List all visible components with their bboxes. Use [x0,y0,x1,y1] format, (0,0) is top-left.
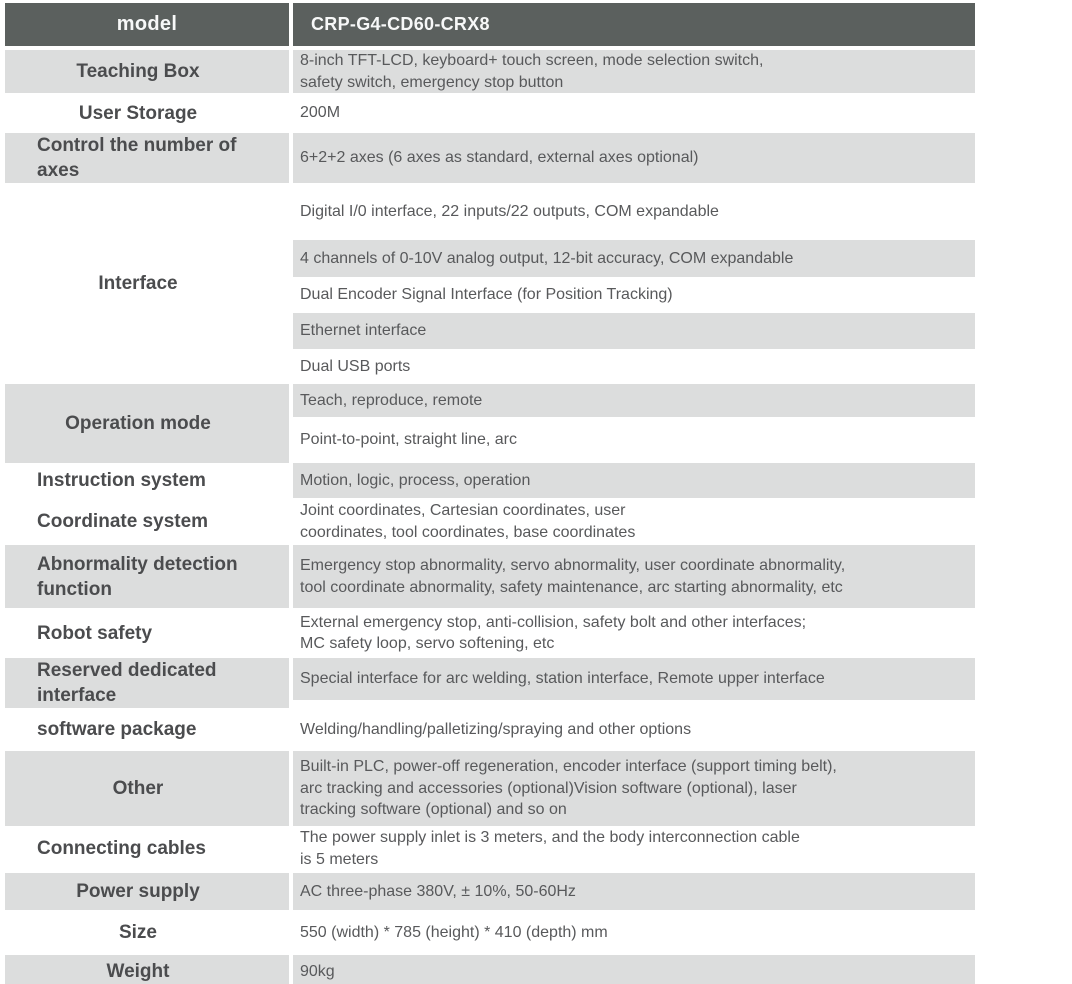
spec-value-row [293,608,975,658]
spec-value-line: Special interface for arc welding, station interface, Remote upper interface [300,670,825,688]
spec-value-row [293,658,975,700]
spec-value-line: safety switch, emergency stop button [300,73,564,91]
row-values [293,463,975,498]
row-label [5,751,289,826]
row-values [293,93,975,133]
spec-value-line: Dual USB ports [300,357,411,375]
spec-value-line: 550 (width) * 785 (height) * 410 (depth) mm [300,923,608,941]
row-values [293,955,975,984]
row-label-line: Control the number of [37,135,237,156]
spec-value-line: Dual Encoder Signal Interface (for Position Tracking) [300,286,673,304]
spec-value-line: Emergency stop abnormality, servo abnormality, user coordinate abnormality, [300,557,846,574]
row-values [293,545,975,608]
spec-value-line: tool coordinate abnormality, safety maintenance, arc starting abnormality, etc [300,578,843,596]
row-label-line: Robot safety [37,622,153,644]
row-label-line: Size [118,922,158,943]
spec-section [5,183,975,384]
spec-value-line: MC safety loop, servo softening, etc [300,635,555,652]
spec-value-row [293,910,975,955]
row-label [5,545,289,608]
row-label-line: Connecting cables [37,838,206,859]
spec-value-row [293,240,975,277]
row-label-line: Power supply [76,881,200,902]
row-label [5,498,289,545]
spec-value-row [293,313,975,349]
row-label-line: Instruction system [37,470,206,491]
row-label [5,910,289,955]
spec-section [5,133,975,183]
row-label-line: Operation mode [65,413,211,434]
spec-value-row [293,826,975,871]
header-model-label: model [116,13,178,35]
spec-value-line: The power supply inlet is 3 meters, and the body interconnection cable [300,829,800,846]
spec-value-row [293,463,975,498]
spec-value-line: External emergency stop, anti-collision, safety bolt and other interfaces; [300,613,807,631]
spec-section [5,751,975,826]
spec-value-line: 200M [300,104,341,122]
spec-table [5,3,975,984]
spec-value-line: 90kg [300,962,335,980]
table-header-row [5,3,975,46]
row-values [293,658,975,708]
row-label [5,50,289,93]
spec-value-line: Ethernet interface [300,322,427,340]
row-label-line: software package [37,719,197,740]
spec-value-line: coordinates, tool coordinates, base coordinates [300,523,636,541]
row-label [5,955,289,984]
spec-value-line: AC three-phase 380V, ± 10%, 50-60Hz [300,882,576,900]
spec-value-row [293,277,975,313]
spec-value-row [293,183,975,240]
spec-value-line: Digital I/0 interface, 22 inputs/22 outputs, COM expandable [300,202,719,220]
row-label-line: Interface [98,273,178,294]
spec-section [5,708,975,751]
spec-section [5,910,975,955]
row-label-line: Teaching Box [76,61,200,82]
spec-value-line: Built-in PLC, power-off regeneration, encoder interface (support timing belt), [300,758,837,776]
row-label [5,463,289,498]
row-values [293,498,975,545]
row-label-line: Reserved dedicated [37,660,217,681]
row-values [293,910,975,955]
spec-value-row [293,50,975,93]
spec-value-row [293,545,975,608]
table-body [5,50,975,984]
spec-section [5,955,975,984]
row-values [293,133,975,183]
spec-section [5,498,975,545]
spec-value-row [293,417,975,463]
spec-value-line: Teach, reproduce, remote [300,391,483,409]
spec-value-row [293,708,975,751]
spec-value-row [293,955,975,984]
row-label [5,384,289,463]
spec-section [5,608,975,658]
row-label-line: Weight [106,961,170,982]
row-values [293,183,975,384]
row-values [293,826,975,871]
spec-value-row [293,873,975,910]
row-label-line: Coordinate system [37,511,209,532]
spec-section [5,384,975,463]
spec-section [5,873,975,910]
spec-value-row [293,93,975,133]
spec-section [5,463,975,498]
row-label [5,93,289,133]
spec-value-row [293,384,975,417]
row-label-line: axes [37,160,80,181]
row-label [5,826,289,871]
spec-value-line: 6+2+2 axes (6 axes as standard, external axes optional) [300,149,699,167]
row-values [293,873,975,910]
row-label-line: Other [112,778,164,799]
row-values [293,50,975,93]
spec-value-line: Point-to-point, straight line, arc [300,431,517,449]
spec-value-row [293,498,975,545]
spec-value-line: 4 channels of 0-10V analog output, 12-bit accuracy, COM expandable [300,249,794,267]
spec-section [5,826,975,871]
row-label-line: Abnormality detection [37,553,238,575]
spec-section [5,658,975,708]
row-values [293,384,975,463]
spec-value-row [293,349,975,384]
spec-value-line: arc tracking and accessories (optional)Vision software (optional), laser [300,779,797,797]
spec-value-line: Motion, logic, process, operation [300,471,531,489]
row-label [5,183,289,384]
spec-section [5,545,975,608]
spec-value-line: 8-inch TFT-LCD, keyboard+ touch screen, mode selection switch, [300,52,764,69]
spec-value-row [293,133,975,183]
header-model-value: CRP-G4-CD60-CRX8 [311,14,490,34]
row-values [293,608,975,658]
spec-value-line: Welding/handling/palletizing/spraying and other options [300,720,692,738]
spec-value-line: tracking software (optional) and so on [300,801,567,819]
spec-value-line: Joint coordinates, Cartesian coordinates, user [300,502,626,519]
spec-section [5,50,975,93]
row-label [5,658,289,708]
spec-value-row [293,751,975,826]
row-values [293,751,975,826]
row-values [293,708,975,751]
row-label [5,133,289,183]
row-label-line: User Storage [78,102,198,124]
row-label [5,608,289,658]
row-label-line: interface [37,685,117,706]
row-label [5,873,289,910]
row-label-line: function [37,578,112,600]
spec-section [5,93,975,133]
row-label [5,708,289,751]
spec-value-line: is 5 meters [300,850,379,868]
